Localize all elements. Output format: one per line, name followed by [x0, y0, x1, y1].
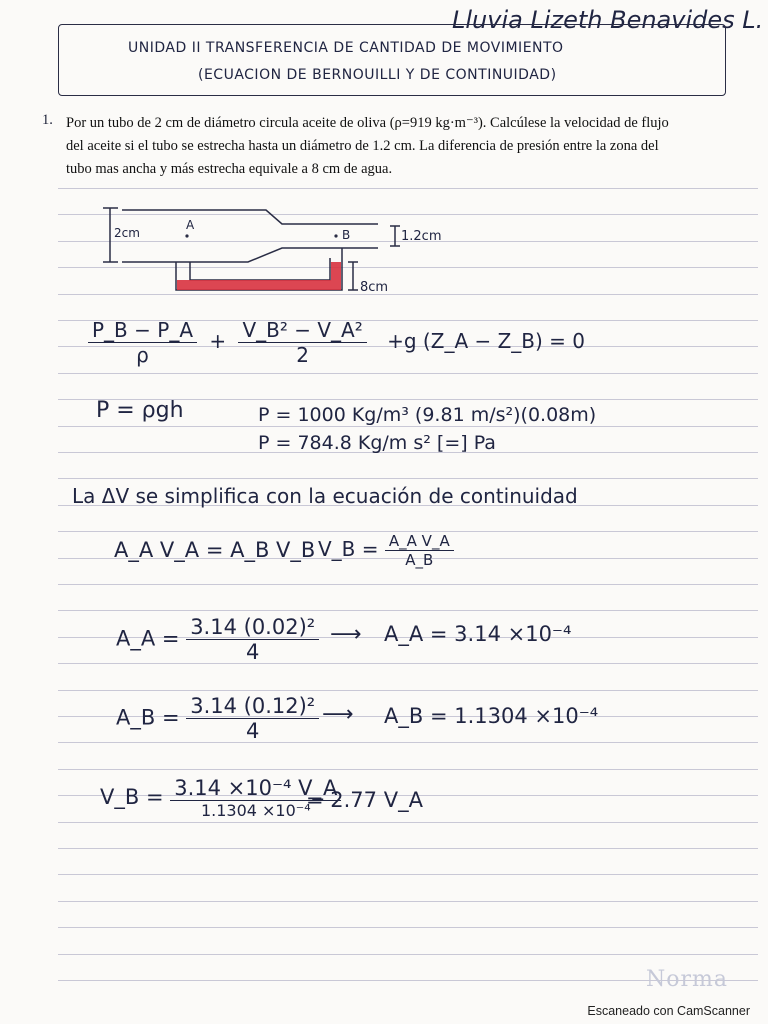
problem-line-1: Por un tubo de 2 cm de diámetro circula aceite de oliva (ρ=919 kg·m⁻³). Calcúlese la velocidad de flujo [66, 115, 669, 131]
arrow-b: ⟶ [322, 702, 354, 727]
pressure-substitution: P = 1000 Kg/m³ (9.81 m/s²)(0.08m) [258, 404, 597, 426]
vb-lhs: V_B = [318, 537, 379, 561]
bernoulli-rest: +g (Z_A − Z_B) = 0 [387, 329, 586, 353]
vb-expression [318, 532, 454, 569]
pressure-result: P = 784.8 Kg/m s² [=] Pa [258, 432, 496, 454]
label-narrow-diameter: 1.2cm [401, 229, 442, 244]
vb-numerator: A_A V_A [385, 532, 454, 551]
scanner-caption: Escaneado con CamScanner [587, 1004, 750, 1018]
area-a-calculation [116, 615, 319, 664]
continuity-equation: A_A V_A = A_B V_B [114, 538, 316, 562]
bernoulli-equation: $\frac{P\_B - P\_A}{\rho}$ + $\frac{\text{V\_B² − V\_A²}}{2}$ +g (Z_A − Z_B) = 0 [88, 318, 585, 367]
area-b-numerator: 3.14 (0.12)² [186, 694, 319, 719]
bernoulli-numerator-1: P_B − P_A [88, 318, 197, 343]
manometer-fluid [177, 262, 341, 290]
area-a-numerator: 3.14 (0.02)² [186, 615, 319, 640]
problem-line-3: tubo mas ancha y más estrecha equivale a 8 cm de agua. [66, 161, 393, 177]
area-b-result: A_B = 1.1304 ×10⁻⁴ [384, 704, 599, 728]
area-b-lhs: A_B = [116, 705, 187, 730]
problem-number: 1. [42, 112, 53, 128]
problem-line-2: del aceite si el tubo se estrecha hasta un diámetro de 1.2 cm. La diferencia de presión entre la zona del [66, 138, 659, 154]
vb2-numerator: 3.14 ×10⁻⁴ V_A [170, 776, 341, 801]
label-wide-diameter: 2cm [114, 226, 140, 240]
label-point-a: A [186, 218, 195, 232]
vb2-lhs: V_B = [100, 785, 171, 809]
arrow-a: ⟶ [330, 622, 362, 647]
title-line-1: UNIDAD II TRANSFERENCIA DE CANTIDAD DE MOVIMIENTO [128, 40, 564, 56]
area-b-denominator: 4 [246, 719, 260, 743]
vb-denominator: A_B [405, 551, 434, 569]
area-a-lhs: A_A = [116, 626, 187, 651]
label-point-b: B [342, 228, 351, 242]
bernoulli-numerator-2: V_B² − V_A² [238, 318, 366, 343]
area-b-calculation [116, 694, 319, 743]
vb2-denominator: 1.1304 ×10⁻⁴ [200, 801, 311, 820]
title-line-2: (ECUACION DE BERNOUILLI Y DE CONTINUIDAD) [198, 67, 557, 83]
label-height: 8cm [360, 280, 389, 295]
area-a-result: A_A = 3.14 ×10⁻⁴ [384, 622, 572, 646]
bernoulli-denominator-2: 2 [296, 343, 309, 367]
area-a-denominator: 4 [246, 640, 260, 664]
pressure-formula: P = ρgh [96, 398, 184, 423]
notebook-brand-logo: Norma [646, 967, 728, 992]
continuity-note: La ΔV se simplifica con la ecuación de continuidad [72, 484, 578, 508]
author-name: Lluvia Lizeth Benavides L. [452, 6, 764, 34]
bernoulli-denominator-1: ρ [136, 343, 149, 367]
vb2-result: = 2.77 V_A [306, 788, 423, 812]
